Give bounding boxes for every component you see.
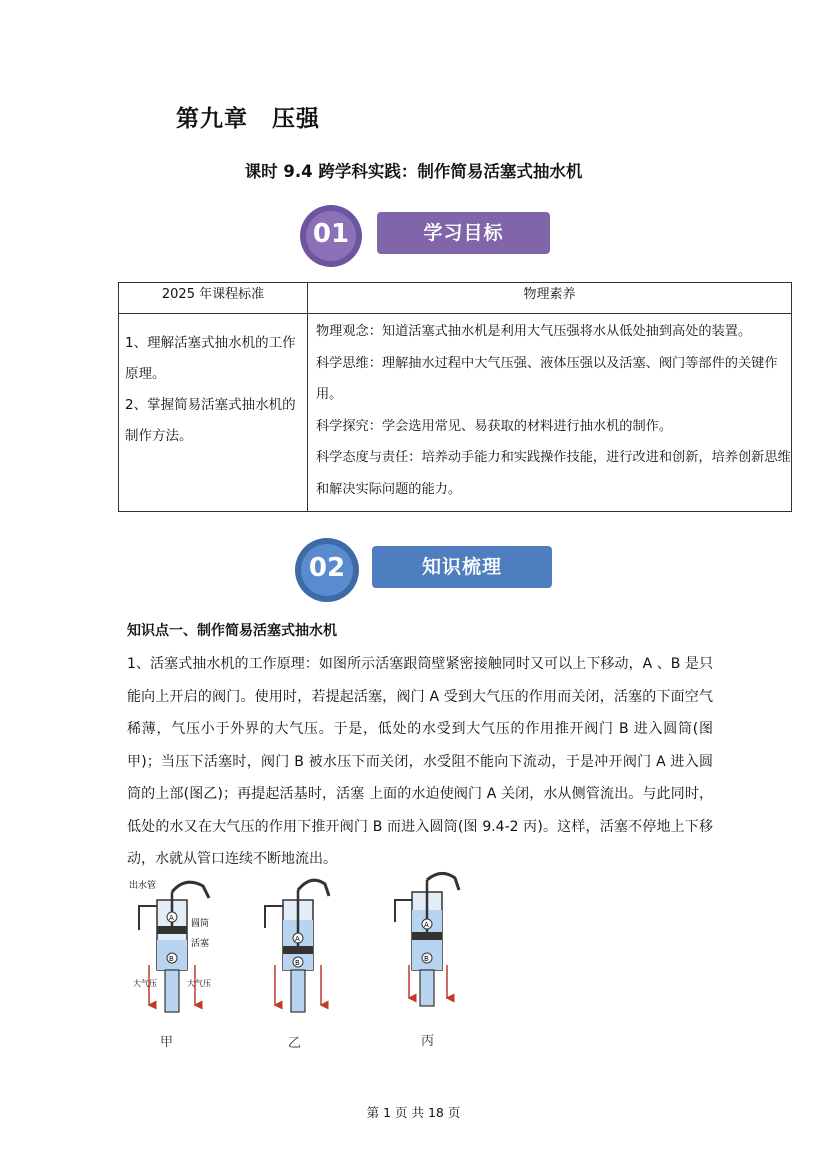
pump-diagram-bing — [395, 873, 459, 1006]
svg-text:A: A — [295, 935, 300, 943]
column-header-standard: 2025 年课程标准 — [119, 283, 308, 314]
literacy-item: 物理观念：知道活塞式抽水机是利用大气压强将水从低处抽到高处的装置。 — [316, 324, 752, 339]
section-label: 知识梳理 — [372, 546, 552, 588]
standards-cell — [119, 314, 308, 512]
figure-caption-bing: 丙 — [421, 1034, 435, 1049]
literacy-item: 科学态度与责任：培养动手能力和实践操作技能，进行改进和创新，培养创新思维和解决实际问题的能力。 — [316, 450, 791, 497]
table-header-row — [119, 283, 792, 314]
column-header-literacy: 物理素养 — [308, 283, 792, 314]
standard-item: 2、掌握简易活塞式抽水机的制作方法。 — [125, 397, 296, 444]
page-footer: 第 1 页 共 18 页 — [366, 1105, 461, 1120]
literacy-item: 科学探究：学会选用常见、易获取的材料进行抽水机的制作。 — [316, 418, 673, 434]
section-number: 01 — [312, 219, 350, 249]
valve-b-label: B — [169, 955, 174, 963]
atm-left-label: 大气压 — [133, 979, 157, 988]
section-banner-knowledge — [295, 538, 555, 602]
piston-label: 活塞 — [191, 939, 210, 949]
section-number: 02 — [308, 553, 346, 583]
atm-right-label: 大气压 — [187, 979, 211, 988]
pump-diagram-yi — [265, 880, 329, 1012]
pump-diagram-jia — [129, 879, 211, 1012]
svg-text:A: A — [424, 921, 429, 929]
knowledge-point-title: 知识点一、制作简易活塞式抽水机 — [127, 623, 337, 639]
chapter-title: 第九章 压强 — [176, 105, 320, 132]
cylinder-label: 圆筒 — [191, 919, 210, 929]
outlet-label: 出水管 — [129, 881, 157, 891]
goals-table — [118, 282, 792, 512]
literacy-cell — [308, 314, 792, 512]
section-label: 学习目标 — [377, 212, 550, 254]
figure-caption-yi: 乙 — [288, 1036, 302, 1051]
literacy-item: 科学思维：理解抽水过程中大气压强、液体压强以及活塞、阀门等部件的关键作用。 — [316, 355, 778, 402]
figure-caption-jia: 甲 — [160, 1035, 174, 1050]
standard-item: 1、理解活塞式抽水机的工作原理。 — [125, 335, 296, 382]
lesson-title: 课时 9.4 跨学科实践：制作简易活塞式抽水机 — [244, 162, 583, 181]
table-row — [119, 314, 792, 512]
section-banner-learning-goals — [300, 205, 555, 267]
svg-text:B: B — [424, 955, 429, 963]
valve-a-label: A — [169, 914, 174, 922]
svg-text:B: B — [295, 959, 300, 967]
principle-paragraph: 1、活塞式抽水机的工作原理：如图所示活塞跟筒壁紧密接触同时又可以上下移动，A 、B 是只能向上开启的阀门。使用时，若提起活塞，阀门 A 受到大气压的作用而关闭，活塞的下面空气稀薄，气压小于外界的大气压。于是，低处的水受到大气压的作用推开阀门 B 进入圆筒(图甲)；当压下活塞时，阀门 B 被水压下而关闭，水受阻不能向下流动，于是冲开阀门 A 进入圆筒的上部(图乙)；再提起活基时，活塞 上面的水迫使阀门 A 关闭，水从侧管流出。与此同时，低处的水又在大气压的作用下推开阀门 B 而进入圆筒(图 9.4-2 丙)。这样，活塞不停地上下移动，水就从管口连续不断地流出。 — [127, 656, 713, 867]
